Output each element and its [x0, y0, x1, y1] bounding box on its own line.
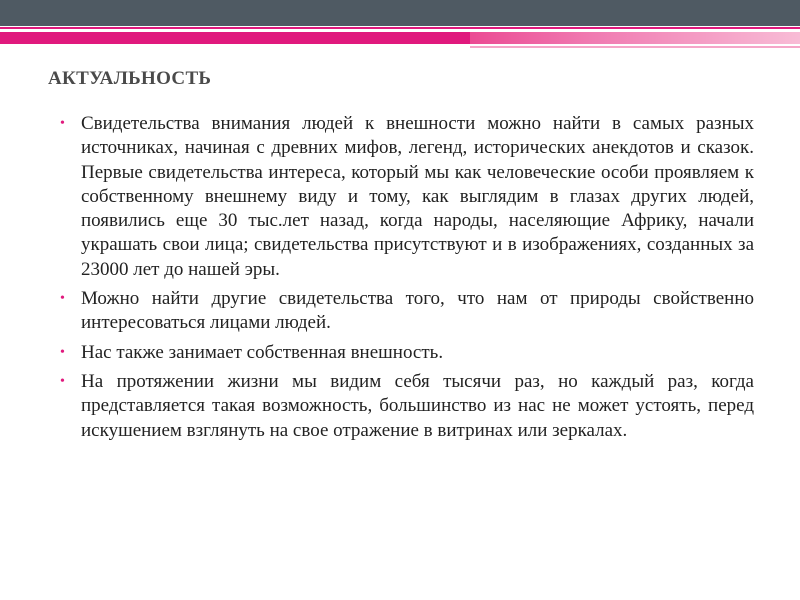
bullet-text: Свидетельства внимания людей к внешности можно найти в самых разных источниках, начиная с древних мифов, легенд, исторических анекдотов и сказок. Первые свидетельства интереса, который мы как человеческие особи проявляем к собственному внешнему виду и тому, как выглядим в глазах других людей, появились еще 30 тыс.лет назад, когда народы, населяющие Африку, начали украшать свои лица; свидетельства присутствуют и в изображениях, созданных за 23000 лет до нашей эры.	[81, 113, 754, 280]
header-band	[0, 0, 800, 26]
accent-bar-highlight	[470, 32, 800, 44]
bullet-item	[60, 341, 754, 365]
bullet-item	[60, 287, 754, 336]
bullet-list	[60, 112, 754, 448]
accent-line	[0, 27, 800, 29]
accent-thin-line	[470, 46, 800, 48]
slide-title: АКТУАЛЬНОСТЬ	[48, 68, 212, 89]
bullet-icon: •	[60, 116, 65, 131]
bullet-icon: •	[60, 344, 65, 360]
bullet-icon: •	[60, 373, 65, 389]
bullet-item	[60, 112, 754, 282]
bullet-text: Можно найти другие свидетельства того, что нам от природы свойственно интересоваться лицами людей.	[81, 288, 754, 334]
bullet-item	[60, 370, 754, 443]
bullet-icon: •	[60, 291, 65, 307]
bullet-text: Нас также занимает собственная внешность.	[81, 341, 444, 363]
bullet-text: На протяжении жизни мы видим себя тысячи раз, но каждый раз, когда представляется такая возможность, большинство из нас не может устоять, перед искушением взглянуть на свое отражение в витринах или зеркалах.	[81, 370, 754, 441]
